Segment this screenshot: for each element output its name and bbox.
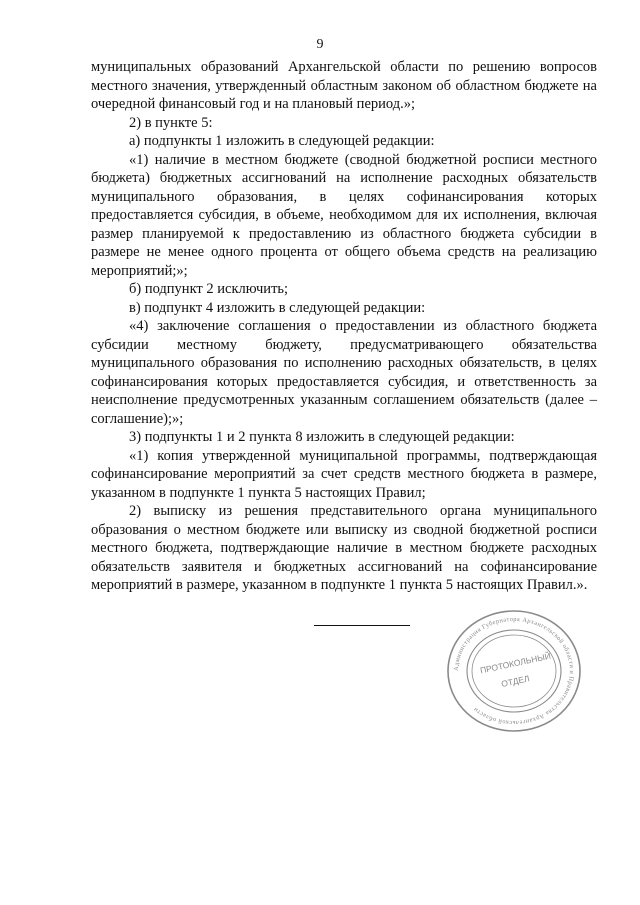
- paragraph-subitem-b: б) подпункт 2 исключить;: [129, 281, 289, 297]
- stamp-inner-text-2: ОТДЕЛ: [500, 673, 531, 689]
- stamp-outer-text: [453, 616, 575, 726]
- paragraph-item-3: 3) подпункты 1 и 2 пункта 8 изложить в следующей редакции:: [129, 429, 515, 445]
- signature-line: [314, 625, 410, 626]
- paragraph-quote-1: «1) наличие в местном бюджете (сводной бюджетной росписи местного бюджета) бюджетных ассигнований на исполнение расходных обязательств муниципального образования, в целях софинансирования которых предоставляется субсидия, в объеме, необходимом для их исполнения, включая размер планируемой к предоставлению из областного бюджета субсидии в размере не менее одного процента от общего объема средств на реализацию мероприятий;»;: [91, 151, 597, 279]
- paragraph-subitem-v: в) подпункт 4 изложить в следующей редакции:: [129, 299, 426, 316]
- paragraph-item-2: 2) в пункте 5:: [129, 114, 213, 131]
- paragraph-quote-8-2: 2) выписку из решения представительного органа муниципального образования о местном бюджете или выписку из сводной бюджетной росписи местного бюджета, подтверждающие наличие в местном бюджете расходных обязательств заявителя и бюджетных ассигнований на софинансирование мероприятий в размере, указанном в подпункте 1 пункта 5 настоящих Правил.».: [91, 503, 597, 593]
- paragraph-continuation: муниципальных образований Архангельской области по решению вопросов местного значения, утвержденный областным законом об областном бюджете на очередной финансовый год и на плановый период.»;: [91, 59, 597, 112]
- stamp-outer-ring: [448, 611, 580, 731]
- paragraph-quote-8-1: «1) копия утвержденной муниципальной программы, подтверждающая софинансирование мероприятий за счет средств местного бюджета в размере, указанном в подпункте 1 пункта 5 настоящих Правил;: [91, 447, 597, 501]
- stamp-rings: [448, 611, 580, 731]
- page-number: 9: [316, 37, 324, 52]
- paragraph-quote-4: «4) заключение соглашения о предоставлении из областного бюджета субсидии местному бюджету, предусматривающего обязательства муниципального образования по исполнению расходных обязательств, в целях софинансирования которых предоставляется субсидия, и ответственность за неисполнение предусмотренных указанным соглашением обязательств (далее – соглашение);»;: [91, 318, 597, 427]
- stamp-outer-textpath: Администрация Губернатора Архангельской области и Правительства Архангельской области: [452, 615, 576, 727]
- official-stamp: [424, 606, 604, 736]
- document-body: [91, 58, 597, 595]
- paragraph-subitem-a: а) подпункты 1 изложить в следующей редакции:: [129, 133, 435, 149]
- stamp-inner-text-1: ПРОТОКОЛЬНЫЙ: [479, 650, 552, 676]
